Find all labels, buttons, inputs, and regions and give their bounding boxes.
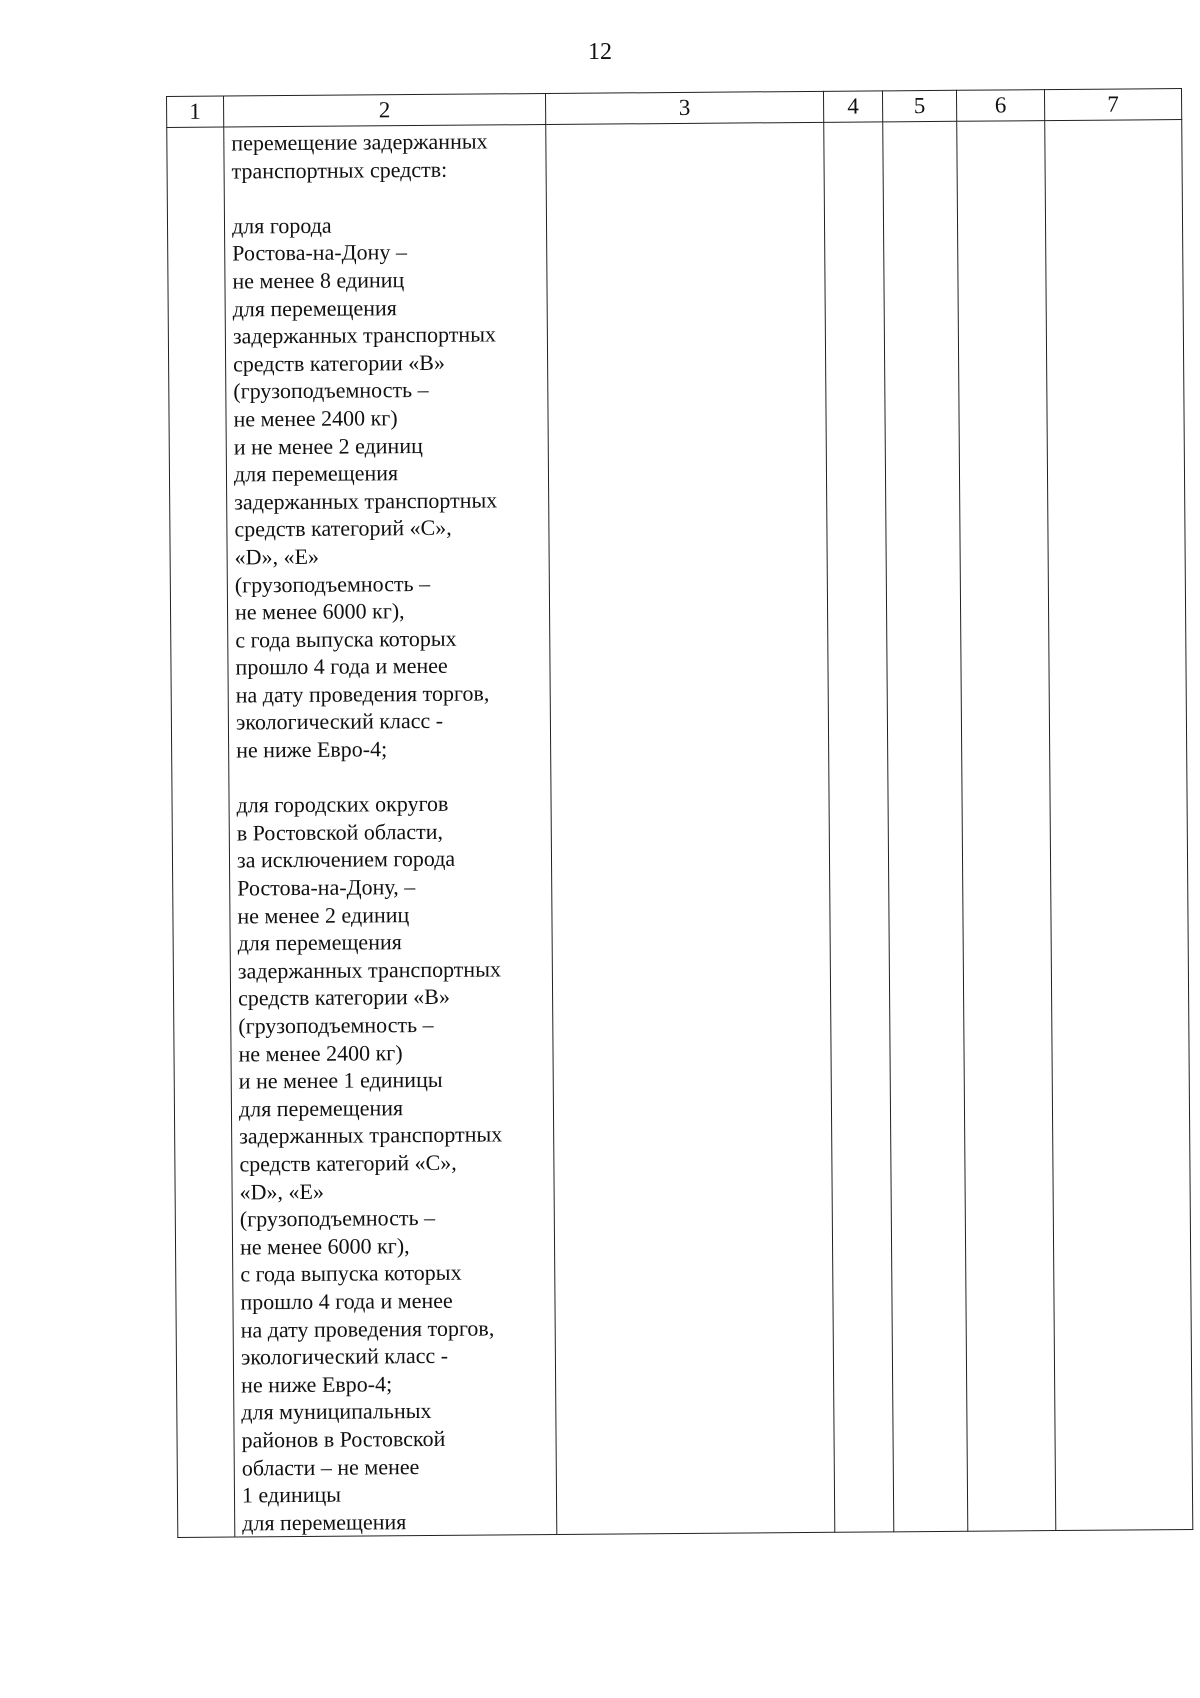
- text-line: Ростова-на-Дону –: [232, 239, 408, 266]
- text-line: за исключением города: [236, 846, 456, 873]
- text-line: не менее 2400 кг): [238, 1039, 403, 1067]
- text-line: транспортных средств:: [231, 156, 448, 184]
- cell-col-7: [1045, 120, 1193, 1531]
- text-line: прошло 4 года и менее: [240, 1287, 453, 1315]
- text-line: и не менее 1 единицы: [238, 1067, 443, 1094]
- text-line: для перемещения: [242, 1508, 407, 1536]
- column-header-6: 6: [956, 90, 1044, 122]
- text-line: с года выпуска которых: [240, 1260, 462, 1287]
- text-line: средств категорий «С»,: [234, 515, 452, 542]
- text-line: для города: [231, 212, 332, 239]
- text-line: для перемещения: [233, 460, 399, 487]
- column-header-2: 2: [224, 94, 546, 128]
- table-row: [167, 120, 1193, 1538]
- text-line: на дату проведения торгов,: [240, 1314, 495, 1342]
- text-line: на дату проведения торгов,: [235, 680, 490, 708]
- text-line: средств категории «В»: [233, 349, 446, 377]
- text-line: для перемещения: [238, 1094, 404, 1122]
- text-line: не менее 2 единиц: [237, 901, 410, 929]
- column-header-1: 1: [167, 96, 224, 127]
- requirements-text: [231, 127, 550, 1537]
- page-number: 12: [588, 39, 612, 65]
- text-line: не ниже Евро-4;: [236, 736, 388, 763]
- text-line: «D», «Е»: [234, 543, 320, 570]
- text-line: в Ростовской области,: [236, 818, 444, 846]
- text-line: задержанных транспортных: [237, 956, 502, 984]
- text-line: не менее 6000 кг),: [234, 598, 405, 625]
- text-line: и не менее 2 единиц: [233, 432, 423, 460]
- text-line: (грузоподъемность –: [234, 570, 431, 597]
- text-line: области – не менее: [241, 1453, 420, 1480]
- text-line: задержанных транспортных: [232, 321, 497, 349]
- text-line: (грузоподъемность –: [238, 1011, 434, 1039]
- column-header-3: 3: [545, 91, 823, 124]
- text-line: [232, 182, 540, 212]
- text-line: 1 единицы: [241, 1481, 342, 1508]
- requirements-table: [166, 88, 1192, 1535]
- text-line: (грузоподъемность –: [233, 377, 429, 404]
- text-line: для перемещения: [232, 294, 397, 322]
- text-line: не менее 8 единиц: [232, 267, 405, 294]
- cell-col-3: [546, 122, 835, 1534]
- text-line: экологический класс -: [240, 1342, 449, 1370]
- text-line: прошло 4 года и менее: [235, 653, 448, 680]
- text-line: не ниже Евро-4;: [241, 1370, 393, 1398]
- text-line: [236, 762, 544, 792]
- text-line: задержанных транспортных: [234, 487, 498, 515]
- text-line: Ростова-на-Дону, –: [237, 874, 416, 901]
- text-line: для городских округов: [236, 791, 449, 818]
- text-line: районов в Ростовской: [241, 1425, 446, 1453]
- text-line: перемещение задержанных: [231, 128, 488, 156]
- text-line: не менее 2400 кг): [233, 405, 398, 432]
- text-line: не менее 6000 кг),: [239, 1232, 410, 1260]
- text-line: для муниципальных: [241, 1398, 432, 1425]
- text-line: (грузоподъемность –: [239, 1205, 436, 1232]
- cell-col-5: [883, 121, 968, 1532]
- column-header-5: 5: [882, 90, 956, 122]
- text-line: для перемещения: [237, 929, 402, 956]
- text-line: «D», «Е»: [239, 1178, 325, 1205]
- cell-col-4: [824, 122, 894, 1533]
- text-line: с года выпуска которых: [235, 625, 457, 653]
- text-line: средств категорий «С»,: [239, 1149, 457, 1177]
- cell-col-2: [224, 125, 557, 1538]
- text-line: экологический класс -: [235, 708, 444, 735]
- column-header-4: 4: [823, 91, 882, 122]
- cell-col-6: [957, 121, 1056, 1532]
- text-line: средств категории «В»: [237, 984, 451, 1011]
- text-line: задержанных транспортных: [239, 1121, 503, 1149]
- column-header-7: 7: [1044, 89, 1181, 121]
